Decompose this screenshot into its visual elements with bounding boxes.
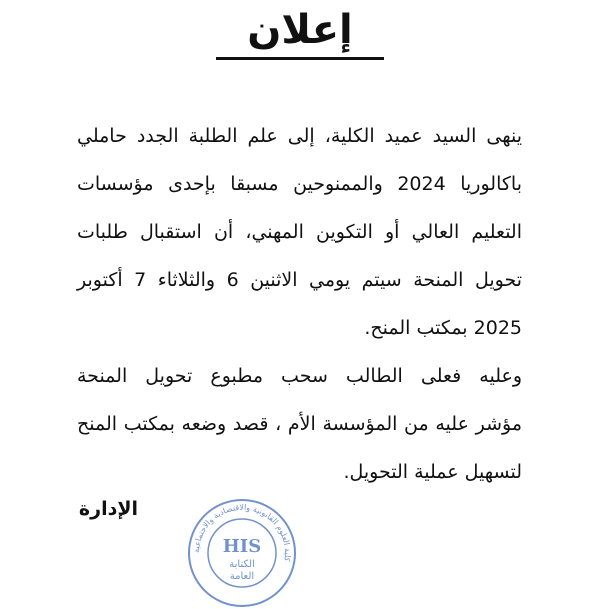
paragraph-1-line: ينهى السيد عميد الكلية، إلى علم الطلبة الجدد حاملي: [77, 125, 522, 147]
paragraph-2-line: مؤشر عليه من المؤسسة الأم ، قصد وضعه بمكتب المنح: [77, 413, 522, 435]
title-underline: [216, 57, 384, 60]
paragraph-1-line: 2025 بمكتب المنح.: [364, 317, 522, 339]
official-stamp: [186, 497, 298, 609]
paragraph-1-line: تحويل المنحة سيتم يومي الاثنين 6 والثلاثاء 7 أكتوبر: [77, 269, 522, 291]
paragraph-1: [77, 112, 522, 352]
stamp-logo-text: HIS: [222, 536, 262, 557]
stamp-center-line-2: العامة: [229, 571, 255, 582]
paragraph-1-line: باكالوريا 2024 والممنوحين مسبقا بإحدى مؤسسات: [77, 173, 522, 195]
paragraph-1-line: التعليم العالي أو التكوين المهني، أن استقبال طلبات: [77, 221, 522, 243]
stamp-center-line-1: الكتابة: [229, 559, 255, 570]
signature-administration: الإدارة: [78, 498, 138, 520]
paragraph-2: [77, 352, 522, 496]
stamp-ring-text: كلية العلوم القانونية والاقتصادية والاجتماعية: [191, 502, 293, 563]
page-title: إعلان: [247, 7, 353, 53]
paragraph-2-line: لتسهيل عملية التحويل.: [343, 461, 522, 483]
paragraph-2-line: وعليه فعلى الطالب سحب مطبوع تحويل المنحة: [77, 365, 522, 387]
